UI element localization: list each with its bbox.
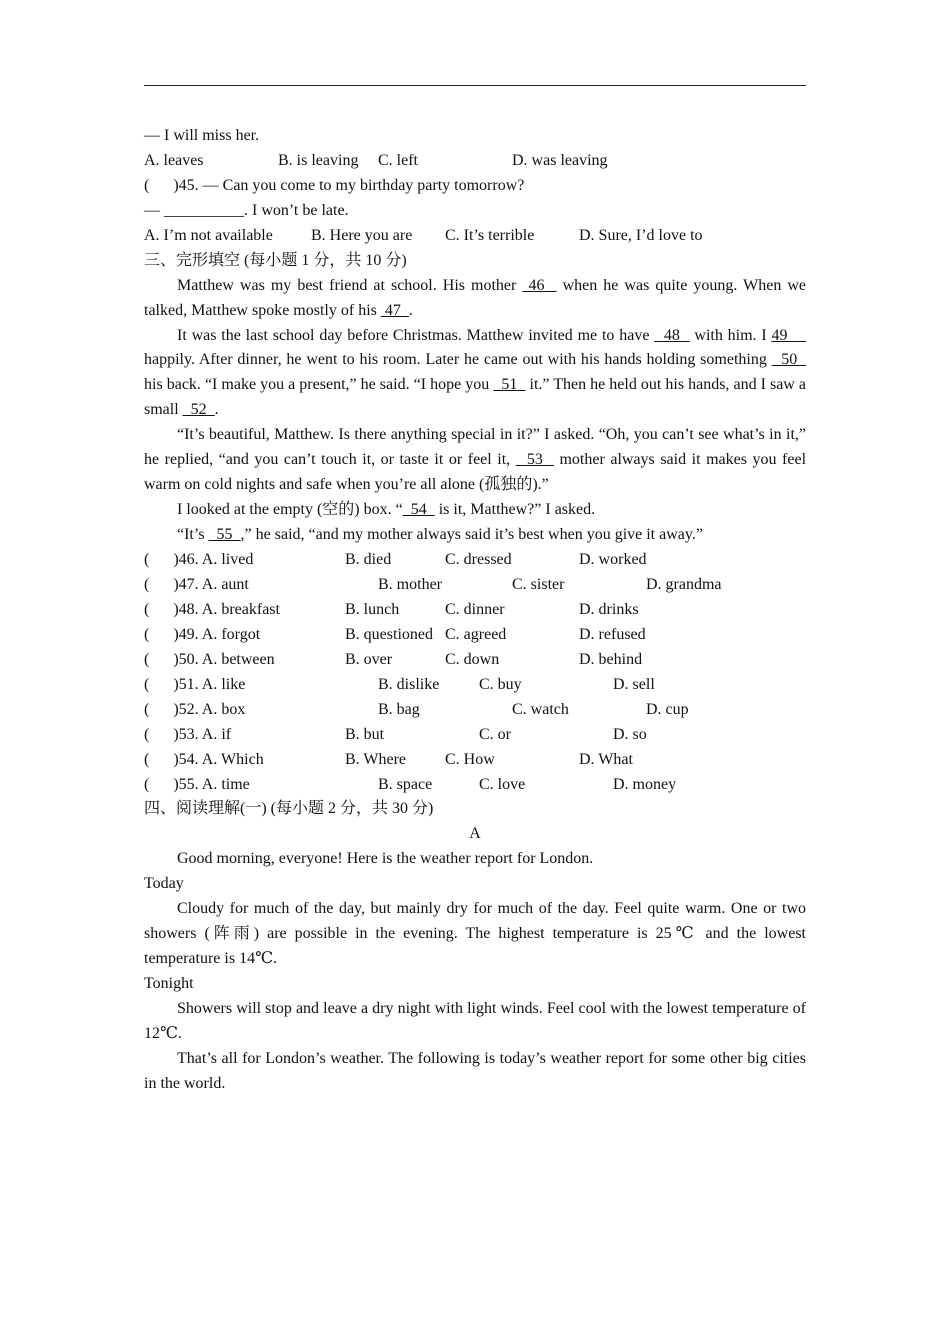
q45-question: ( )45. — Can you come to my birthday party tomorrow? <box>144 176 525 194</box>
option-c: C. It’s terrible <box>445 226 535 244</box>
blank-53: 53 <box>515 451 554 469</box>
question-52: ( )52. A. box B. bag C. watch D. cup <box>144 700 689 718</box>
cloze-paragraph-4: I looked at the empty (空的) box. “ 54 is it, Matthew?” I asked. <box>177 501 596 519</box>
question-51: ( )51. A. like B. dislike C. buy D. sell <box>144 675 655 693</box>
document-body <box>144 124 806 1097</box>
option-d: D. was leaving <box>512 151 608 169</box>
question-54: ( )54. A. Which B. Where C. How D. What <box>144 750 633 768</box>
section3-title: 三、完形填空 (每小题 1 分，共 10 分) <box>144 251 407 269</box>
question-47: ( )47. A. aunt B. mother C. sister D. grandma <box>144 576 722 594</box>
blank-49: 49 <box>771 326 807 344</box>
tonight-label: Tonight <box>144 975 194 993</box>
blank-47: 47 <box>380 301 409 319</box>
today-text: Cloudy for much of the day, but mainly dry for much of the day. Feel quite warm. One or two showers (阵雨) are possible in the evening. The highest temperature is 25℃ and the lowest temperature is 14℃. <box>144 900 806 968</box>
option-b: B. Here you are <box>311 226 413 244</box>
blank-48: 48 <box>654 326 690 344</box>
today-label: Today <box>144 875 184 893</box>
question-49: ( )49. A. forgot B. questioned C. agreed D. refused <box>144 625 646 643</box>
blank-52: 52 <box>182 401 215 419</box>
weather-closing: That’s all for London’s weather. The following is today’s weather report for some other big cities in the world. <box>144 1049 806 1092</box>
q45-options <box>144 224 806 249</box>
tonight-text: Showers will stop and leave a dry night with light winds. Feel cool with the lowest temperature of 12℃. <box>144 1000 806 1042</box>
section4-title: 四、阅读理解(一) (每小题 2 分，共 30 分) <box>144 800 434 818</box>
question-50: ( )50. A. between B. over C. down D. behind <box>144 650 643 668</box>
q44-reply: — I will miss her. <box>144 127 260 144</box>
option-d: D. Sure, I’d love to <box>579 226 703 244</box>
weather-intro: Good morning, everyone! Here is the weather report for London. <box>177 850 594 868</box>
blank-51: 51 <box>493 376 526 394</box>
blank-50: 50 <box>771 351 807 369</box>
blank-46: 46 <box>522 276 557 294</box>
question-46: ( )46. A. lived B. died C. dressed D. worked <box>144 551 647 569</box>
cloze-paragraph-5: “It’s 55 ,” he said, “and my mother always said it’s best when you give it away.” <box>177 526 703 544</box>
blank-55: 55 <box>208 526 241 544</box>
question-48: ( )48. A. breakfast B. lunch C. dinner D. drinks <box>144 600 639 618</box>
header-rule <box>144 85 806 86</box>
cloze-paragraph-3: “It’s beautiful, Matthew. Is there anything special in it?” I asked. “Oh, you can’t see what’s in it,” he replied, “and you can’t touch it, or taste it or feel it, 53 mother always said it makes you feel warm on cold nights and safe when you’re all alone (孤独的).” <box>144 426 807 494</box>
q45-reply: — __________. I won’t be late. <box>144 201 349 219</box>
option-a: A. leaves <box>144 151 204 169</box>
blank-54: 54 <box>402 501 435 519</box>
option-c: C. left <box>378 151 418 169</box>
question-53: ( )53. A. if B. but C. or D. so <box>144 725 647 743</box>
passage-label: A <box>469 825 481 843</box>
option-b: B. is leaving <box>278 151 359 169</box>
q44-options <box>144 149 806 174</box>
cloze-paragraph-1: Matthew was my best friend at school. His mother 46 when he was quite young. When we talked, Matthew spoke mostly of his 47 . <box>144 276 807 319</box>
option-a: A. I’m not available <box>144 226 273 244</box>
cloze-paragraph-2: It was the last school day before Christmas. Matthew invited me to have 48 with him. I 49 happily. After dinner, he went to his room. Later he came out with his hands holding something 50 his back. “I make you a present,” he said. “I hope you 51 it.” Then he held out his hands, and I saw a small 52 . <box>144 326 807 419</box>
question-55: ( )55. A. time B. space C. love D. money <box>144 775 677 793</box>
